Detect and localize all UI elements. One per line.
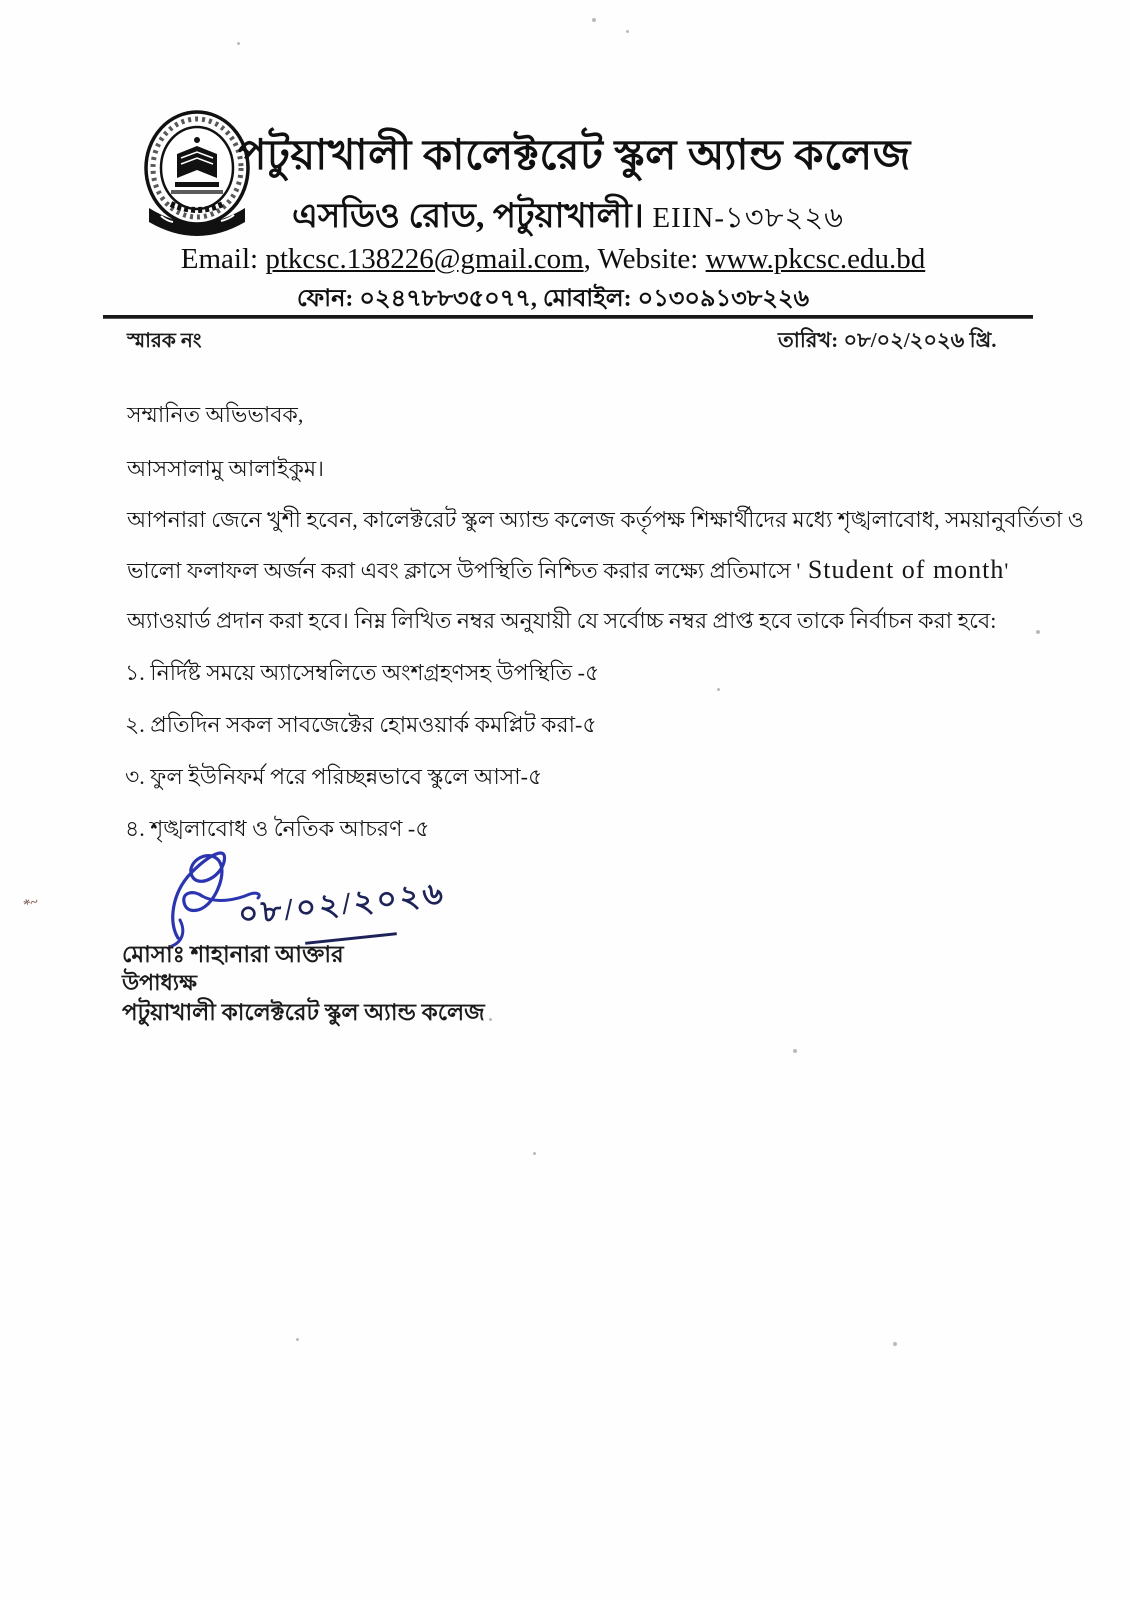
body-paragraph-line-1: আপনারা জেনে খুশী হবেন, কালেক্টরেট স্কুল অ্যান্ড কলেজ কর্তৃপক্ষ শিক্ষার্থীদের মধ্যে শৃঙ্খলাবোধ, সময়ানুবর্তিতা ও bbox=[127, 507, 1084, 532]
scan-speck bbox=[893, 1342, 897, 1346]
criteria-item-3: ৩. ফুল ইউনিফর্ম পরে পরিচ্ছন্নভাবে স্কুলে আসা-৫ bbox=[125, 764, 543, 789]
greeting: আসসালামু আলাইকুম। bbox=[127, 456, 324, 481]
signatory-name: মোসাঃ শাহানারা আক্তার bbox=[122, 942, 344, 967]
salutation: সম্মানিত অভিভাবক, bbox=[127, 402, 304, 427]
scan-speck bbox=[592, 18, 596, 22]
criteria-item-2: ২. প্রতিদিন সকল সাবজেক্টের হোমওয়ার্ক কমপ্লিট করা-৫ bbox=[125, 712, 597, 737]
margin-pen-smudge: *~ bbox=[21, 894, 40, 914]
handwritten-date: ০৮/০২/২০২৬ bbox=[236, 875, 448, 932]
contact-email-website-line bbox=[0, 243, 1106, 276]
school-address: এসডিও রোড, পটুয়াখালী। bbox=[291, 198, 644, 235]
eiin-number: EIIN-১৩৮২২৬ bbox=[652, 202, 845, 234]
scan-speck bbox=[296, 1338, 299, 1341]
scan-speck bbox=[237, 42, 240, 45]
body-line2-bengali: ভালো ফলাফল অর্জন করা এবং ক্লাসে উপস্থিতি নিশ্চিত করার লক্ষ্যে প্রতিমাসে ' bbox=[127, 558, 801, 583]
body-paragraph-line-3: অ্যাওয়ার্ড প্রদান করা হবে। নিম্ন লিখিত নম্বর অনুযায়ী যে সর্বোচ্চ নম্বর প্রাপ্ত হবে তাকে নির্বাচন করা হবে: bbox=[127, 608, 997, 633]
email-address: ptkcsc.138226@gmail.com bbox=[265, 243, 584, 275]
letter-date: তারিখ: ০৮/০২/২০২৬ খ্রি. bbox=[778, 328, 997, 352]
scan-speck bbox=[717, 688, 720, 691]
letterhead-divider-rule bbox=[103, 315, 1033, 319]
scan-speck bbox=[626, 30, 629, 33]
separator-comma: , bbox=[583, 243, 591, 275]
school-name-title: পটুয়াখালী কালেক্টরেট স্কুল অ্যান্ড কলেজ bbox=[238, 133, 911, 179]
school-address-line bbox=[238, 190, 898, 247]
signatory-designation: উপাধ্যক্ষ bbox=[122, 970, 197, 995]
signatory-organization: পটুয়াখালী কালেক্টরেট স্কুল অ্যান্ড কলেজ bbox=[122, 1000, 485, 1025]
scan-speck bbox=[489, 1018, 492, 1021]
body-line2-closing-quote: ' bbox=[1004, 558, 1009, 583]
criteria-item-4: ৪. শৃঙ্খলাবোধ ও নৈতিক আচরণ -৫ bbox=[125, 816, 430, 841]
criteria-item-1: ১. নির্দিষ্ট সময়ে অ্যাসেম্বলিতে অংশগ্রহণসহ উপস্থিতি -৫ bbox=[125, 660, 600, 685]
phone-mobile-line: ফোন: ০২৪৭৮৮৩৫০৭৭, মোবাইল: ০১৩০৯১৩৮২২৬ bbox=[296, 286, 810, 312]
website-label: Website: bbox=[597, 243, 699, 275]
scan-speck bbox=[793, 1049, 797, 1053]
email-label: Email: bbox=[180, 243, 259, 275]
memo-number-label: স্মারক নং bbox=[127, 330, 202, 352]
school-logo-emblem-icon bbox=[141, 108, 253, 240]
student-of-month-phrase: Student of month bbox=[800, 555, 1005, 584]
body-paragraph-line-2 bbox=[127, 554, 1008, 591]
website-address: www.pkcsc.edu.bd bbox=[705, 243, 926, 275]
scan-speck bbox=[1036, 630, 1040, 634]
scan-speck bbox=[533, 1152, 536, 1155]
